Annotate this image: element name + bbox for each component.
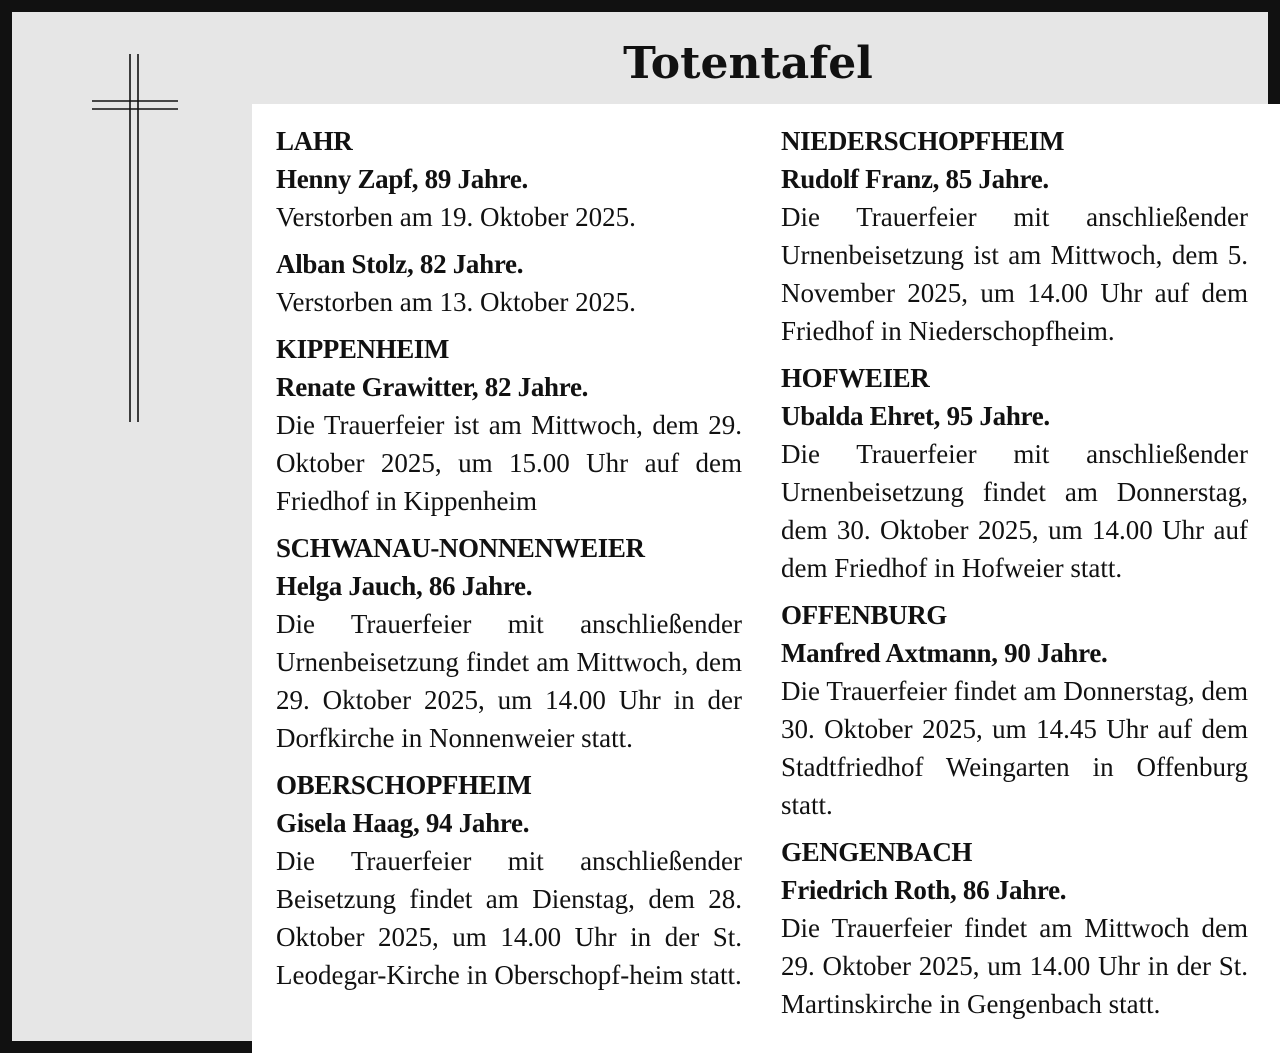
place-heading: SCHWANAU-NONNENWEIER — [276, 533, 645, 563]
deceased-name: Alban Stolz, 82 Jahre. — [276, 249, 524, 279]
deceased-name: Rudolf Franz, 85 Jahre. — [781, 164, 1049, 194]
place-heading: KIPPENHEIM — [276, 334, 450, 364]
place-heading: HOFWEIER — [781, 363, 930, 393]
obituary-text: Verstorben am 13. Oktober 2025. — [276, 287, 636, 317]
deceased-name: Renate Grawitter, 82 Jahre. — [276, 372, 589, 402]
deceased-name: Ubalda Ehret, 95 Jahre. — [781, 401, 1050, 431]
obituary-text: Die Trauerfeier mit anschließender Urnenbeisetzung findet am Mittwoch, dem 29. Oktober 2025, um 14.00 Uhr in der Dorfkirche in Nonnenweier statt. — [276, 609, 742, 753]
deceased-name: Friedrich Roth, 86 Jahre. — [781, 875, 1067, 905]
obituary-text: Die Trauerfeier findet am Mittwoch dem 29. Oktober 2025, um 14.00 Uhr in der St. Martinskirche in Gengenbach statt. — [781, 913, 1248, 1019]
content-panel — [252, 104, 1280, 1053]
obituary-entry — [276, 160, 742, 236]
place-heading: GENGENBACH — [781, 837, 973, 867]
place-heading: OFFENBURG — [781, 600, 947, 630]
left-column — [276, 122, 742, 1003]
obituary-text: Die Trauerfeier mit anschließender Beisetzung findet am Dienstag, dem 28. Oktober 2025, um 14.00 Uhr in der St. Leodegar-Kirche in Oberschopf-heim statt. — [276, 846, 742, 990]
place-heading: NIEDERSCHOPFHEIM — [781, 126, 1065, 156]
obituary-text: Die Trauerfeier findet am Donnerstag, dem 30. Oktober 2025, um 14.45 Uhr auf dem Stadtfriedhof Weingarten in Offenburg statt. — [781, 676, 1248, 820]
obituary-entry — [781, 871, 1248, 1023]
place-heading: LAHR — [276, 126, 353, 156]
place-heading: OBERSCHOPFHEIM — [276, 770, 532, 800]
obituary-text: Die Trauerfeier mit anschließender Urnenbeisetzung ist am Mittwoch, dem 5. November 2025, um 14.00 Uhr auf dem Friedhof in Niederschopfheim. — [781, 202, 1248, 346]
deceased-name: Gisela Haag, 94 Jahre. — [276, 808, 530, 838]
deceased-name: Manfred Axtmann, 90 Jahre. — [781, 638, 1108, 668]
deceased-name: Helga Jauch, 86 Jahre. — [276, 571, 533, 601]
obituary-entry — [781, 634, 1248, 824]
page-title: Totentafel — [623, 38, 873, 89]
obituary-entry — [781, 397, 1248, 587]
cross-icon — [82, 48, 192, 438]
obituary-text: Die Trauerfeier ist am Mittwoch, dem 29. Oktober 2025, um 15.00 Uhr auf dem Friedhof in Kippenheim — [276, 410, 742, 516]
obituary-entry — [276, 245, 742, 321]
obituary-entry — [276, 804, 742, 994]
obituary-entry — [781, 160, 1248, 350]
obituary-text: Verstorben am 19. Oktober 2025. — [276, 202, 636, 232]
obituary-entry — [276, 368, 742, 520]
deceased-name: Henny Zapf, 89 Jahre. — [276, 164, 528, 194]
right-column — [781, 122, 1248, 1032]
obituary-text: Die Trauerfeier mit anschließender Urnenbeisetzung findet am Donnerstag, dem 30. Oktober 2025, um 14.00 Uhr auf dem Friedhof in Hofweier statt. — [781, 439, 1248, 583]
obituary-entry — [276, 567, 742, 757]
